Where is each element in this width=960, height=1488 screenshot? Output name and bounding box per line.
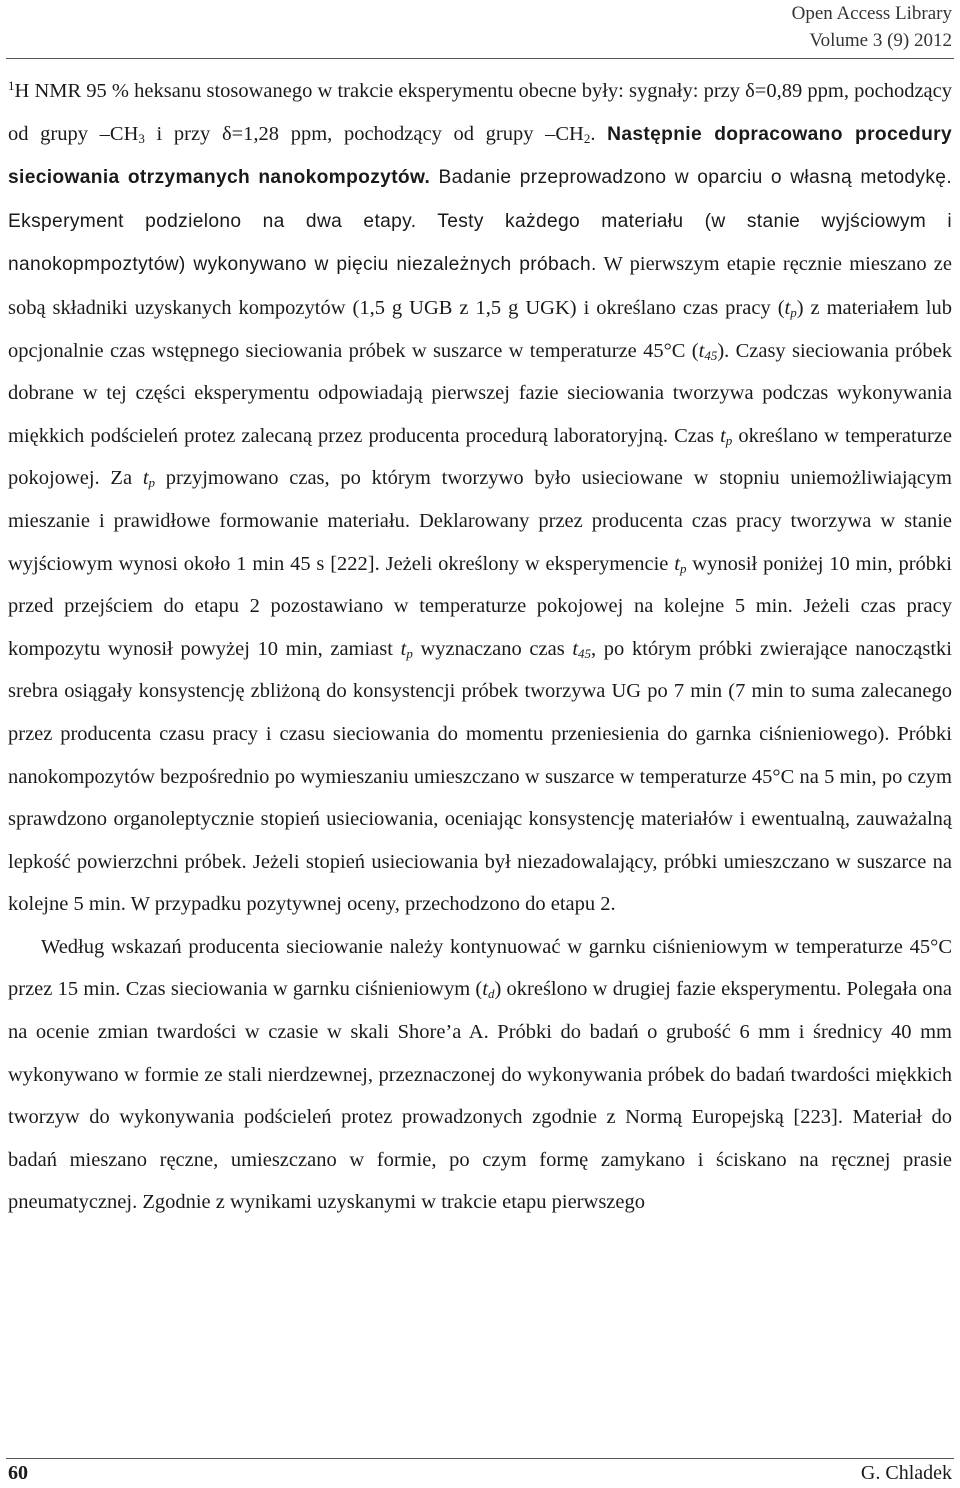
paragraph-2 xyxy=(8,926,952,1224)
subscript xyxy=(578,646,591,661)
bold-sentence: Następnie dopracowano procedury sieciowania otrzymanych nanokompozytów. xyxy=(8,123,952,189)
italic-var: p xyxy=(148,475,156,491)
italic-var: t xyxy=(784,296,791,319)
text-span: wynosił poniżej 10 min, próbki przed przejściem do etapu 2 pozostawiano w temperaturze pokojowej na kolejne 5 min. Jeżeli czas pracy kompozytu wynosił powyżej 10 min, zamiast xyxy=(8,552,952,660)
text-span: wyznaczano czas xyxy=(412,637,573,660)
italic-var: t xyxy=(698,339,705,362)
header-divider xyxy=(6,58,954,59)
text-span: W pierwszym etapie ręcznie mieszano ze sobą składniki uzyskanych kompozytów (1,5 g UGB z 1,5 g UGK) i określano czas pracy ( xyxy=(8,253,952,319)
text-span: Według wskazań producenta sieciowanie należy kontynuować w garnku ciśnieniowym w temperaturze 45°C przez 15 min. Czas sieciowania w garnku ciśnieniowym ( xyxy=(8,935,952,1001)
footer-author: G. Chladek xyxy=(860,1462,952,1484)
text-span: . xyxy=(590,122,608,145)
italic-var: t xyxy=(482,978,488,1001)
footer-divider xyxy=(6,1458,954,1459)
superscript: 1 xyxy=(8,78,15,93)
text-span: określano w temperaturze pokojowej. Za xyxy=(8,424,952,490)
italic-var: t xyxy=(572,637,579,660)
italic-var: p xyxy=(790,304,797,320)
journal-name: Open Access Library xyxy=(791,3,952,24)
text-span: przyjmowano czas, po którym tworzywo było usieciowane w stopniu uniemożliwiającym mieszanie i prawidłowe formowanie materiału. Deklarowany przez producenta czas pracy tworzywa w stanie wyjściowym wynosi około 1 min 45 s [222]. Jeżeli określony w eksperymencie xyxy=(8,467,952,575)
page-number: 60 xyxy=(8,1462,28,1484)
italic-var: t xyxy=(400,637,407,660)
text-span: ) określono w drugiej fazie eksperymentu. Polegała ona na ocenie zmian twardości w czasie w skali Shore’a A. Próbki do badań o grubość 6 mm i średnicy 40 mm wykonywano w formie ze stali nierdzewnej, przeznaczonej do wykonywania próbek do badań twardości miękkich tworzyw do wykonywania podścieleń protez prowadzonych zgodnie z Normą Europejską [223]. Materiał do badań mieszano ręczne, umieszczano w formie, po czym formę zamykano i ściskano na ręcznej prasie pneumatycznej. Zgodnie z wynikami uzyskanymi w trakcie etapu pierwszego xyxy=(8,978,952,1214)
sans-text-span: Badanie przeprowadzono w oparciu o własną metodykę. Eksperyment podzielono na dwa etapy. Testy każdego materiału (w stanie wyjściowym i nanokopmpoztytów) wykonywano w pięciu niezależnych próbach. xyxy=(8,167,953,276)
journal-volume: Volume 3 (9) 2012 xyxy=(809,30,952,51)
paragraph-1 xyxy=(8,70,952,926)
subscript: 2 xyxy=(583,130,591,146)
text-span: H NMR 95 % heksanu stosowanego w trakcie eksperymentu obecne były: sygnały: przy δ=0,89 ppm, pochodzący od grupy –CH xyxy=(8,80,952,145)
text-span: ) z materiałem lub opcjonalnie czas wstępnego sieciowania próbek w suszarce w temperaturze 45°C ( xyxy=(8,296,952,362)
italic-var: t xyxy=(720,424,726,447)
italic-var: p xyxy=(679,560,687,576)
italic-var: t xyxy=(142,467,149,490)
text-span: i przy δ=1,28 ppm, pochodzący od grupy –CH xyxy=(144,122,584,145)
page-body xyxy=(8,70,952,1224)
running-header xyxy=(792,0,952,54)
italic-var: p xyxy=(725,432,733,448)
italic-var: d xyxy=(487,986,495,1002)
subscript: 3 xyxy=(138,130,145,146)
italic-var: t xyxy=(674,552,680,575)
italic-var: 45 xyxy=(578,645,592,661)
subscript xyxy=(704,348,717,363)
text-span: , po którym próbki zwierające nanocząstki srebra osiągały konsystencję zbliżoną do konsystencji próbek tworzywa UG po 7 min (7 min to suma zalecanego przez producenta czasu pracy i czasu sieciowania do momentu przeniesienia do garnka ciśnieniowego). Próbki nanokompozytów bezpośrednio po wymieszaniu umieszczano w suszarce w temperaturze 45°C na 5 min, po czym sprawdzono organoleptycznie stopień usieciowania, oceniając konsystencję materiałów i ewentualną, zauważalną lepkość powierzchni próbek. Jeżeli stopień usieciowania był niezadowalający, próbki umieszczano w suszarce na kolejne 5 min. W przypadku pozytywnej oceny, przechodzono do etapu 2. xyxy=(8,637,952,916)
italic-var: 45 xyxy=(704,347,718,363)
italic-var: p xyxy=(406,645,413,661)
text-span: ). Czasy sieciowania próbek dobrane w tej części eksperymentu odpowiadają pierwszej fazie sieciowania tworzywa podczas wykonywania miękkich podścieleń protez zalecaną przez producenta procedurą laboratoryjną. Czas xyxy=(8,339,952,447)
